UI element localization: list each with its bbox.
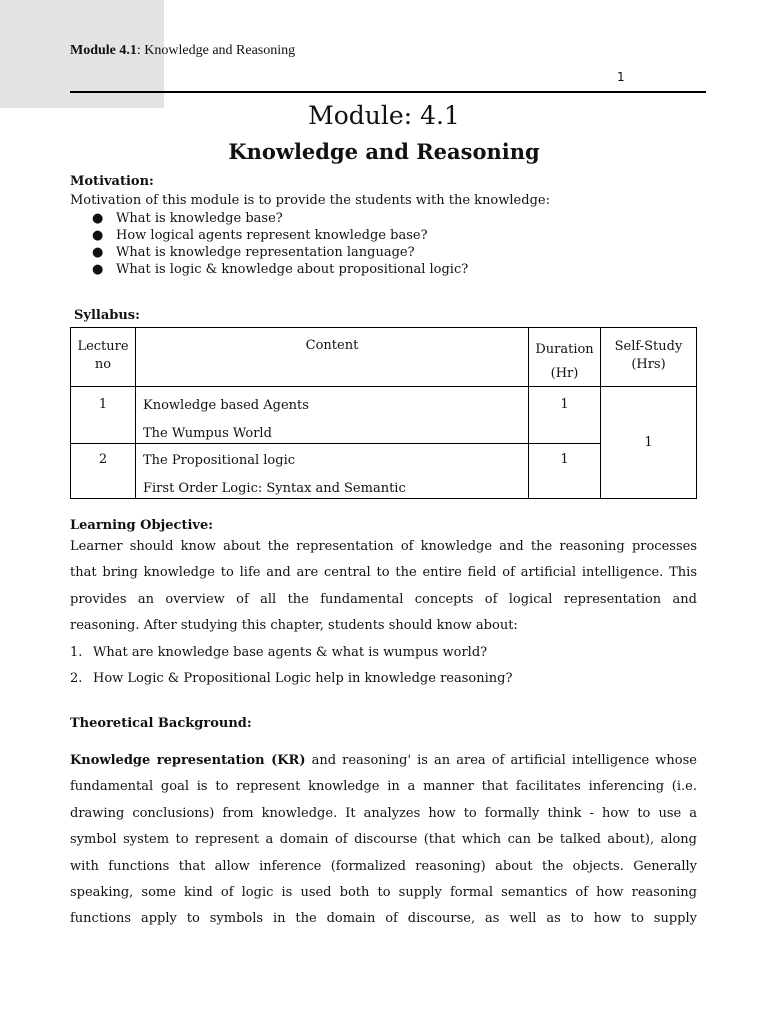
module-title: Module: 4.1 <box>308 101 460 130</box>
lecture-duration: 1 <box>529 444 601 499</box>
theory-paragraph <box>70 748 697 933</box>
theory-heading: Theoretical Background: <box>70 716 252 731</box>
motivation-bullet: What is knowledge representation language? <box>116 245 415 260</box>
syllabus-table <box>70 327 697 499</box>
kr-term: Knowledge representation (KR) <box>70 753 306 768</box>
header-lecture-line: Lecture <box>77 339 129 354</box>
objective-number: 1. <box>70 645 83 660</box>
syllabus-heading: Syllabus: <box>74 308 140 323</box>
motivation-intro: Motivation of this module is to provide the students with the knowledge: <box>70 193 550 208</box>
motivation-bullet: How logical agents represent knowledge base? <box>116 228 428 243</box>
header-rule <box>70 91 706 93</box>
objective-number: 2. <box>70 671 83 686</box>
lecture-content <box>136 387 529 444</box>
bullet-dot: ● <box>92 262 104 277</box>
module-subtitle: Knowledge and Reasoning <box>228 139 540 164</box>
content-line: The Wumpus World <box>143 426 272 441</box>
motivation-bullet: What is logic & knowledge about propositional logic? <box>116 262 469 277</box>
bullet-dot: ● <box>92 245 104 260</box>
paragraph-line: Learner should know about the representation of knowledge and the reasoning processes <box>70 539 697 554</box>
header-content: Content <box>136 328 529 387</box>
bullet-dot: ● <box>92 211 104 226</box>
header-duration-line: (Hr) <box>550 366 579 381</box>
motivation-heading: Motivation: <box>70 174 154 189</box>
page-number: 1 <box>617 70 625 84</box>
content-line: Knowledge based Agents <box>143 398 309 413</box>
paragraph-line: functions apply to symbols in the domain of discourse, as well as to how to supply <box>70 911 697 927</box>
paragraph-line: that bring knowledge to life and are central to the entire field of artificial intelligence. This <box>70 565 697 581</box>
lecture-no: 1 <box>71 387 136 444</box>
paragraph-line: with functions that allow inference (formalized reasoning) about the objects. Generally <box>70 858 697 874</box>
header-self-study-line: (Hrs) <box>631 357 666 372</box>
table-row <box>71 387 697 444</box>
paragraph-line: provides an overview of all the fundamental concepts of logical representation and <box>70 591 697 607</box>
learning-objective-paragraph <box>70 534 697 640</box>
objective-item: How Logic & Propositional Logic help in knowledge reasoning? <box>93 671 513 686</box>
running-header <box>70 43 295 59</box>
paragraph-line: drawing conclusions) from knowledge. It analyzes how to formally think - how to use a <box>70 805 697 821</box>
lecture-no: 2 <box>71 444 136 499</box>
header-module-title: : Knowledge and Reasoning <box>136 43 296 58</box>
lecture-content <box>136 444 529 499</box>
content-line: First Order Logic: Syntax and Semantic <box>143 481 406 496</box>
paragraph-line: speaking, some kind of logic is used both to supply formal semantics of how reasoning <box>70 885 697 901</box>
header-module-label: Module 4.1 <box>70 43 137 58</box>
lecture-duration: 1 <box>529 387 601 444</box>
header-lecture-line: no <box>94 357 112 372</box>
content-line: The Propositional logic <box>143 453 296 468</box>
header-duration-line: Duration <box>535 342 594 357</box>
header-lecture <box>71 328 136 387</box>
paragraph-line-rest: and reasoning' is an area of artificial intelligence whose <box>305 753 697 768</box>
bullet-dot: ● <box>92 228 104 243</box>
paragraph-line <box>70 748 697 774</box>
learning-objective-heading: Learning Objective: <box>70 518 214 533</box>
self-study-value: 1 <box>601 387 697 499</box>
objective-item: What are knowledge base agents & what is wumpus world? <box>93 645 488 660</box>
paragraph-line: reasoning. After studying this chapter, students should know about: <box>70 618 518 634</box>
table-header-row <box>71 328 697 387</box>
paragraph-line: fundamental goal is to represent knowledge in a manner that facilitates inferencing (i.e. <box>70 779 697 795</box>
header-self-study <box>601 328 697 387</box>
motivation-bullet: What is knowledge base? <box>116 211 283 226</box>
header-self-study-line: Self-Study <box>614 339 683 354</box>
header-duration <box>529 328 601 387</box>
paragraph-line: symbol system to represent a domain of discourse (that which can be talked about), along <box>70 832 697 848</box>
